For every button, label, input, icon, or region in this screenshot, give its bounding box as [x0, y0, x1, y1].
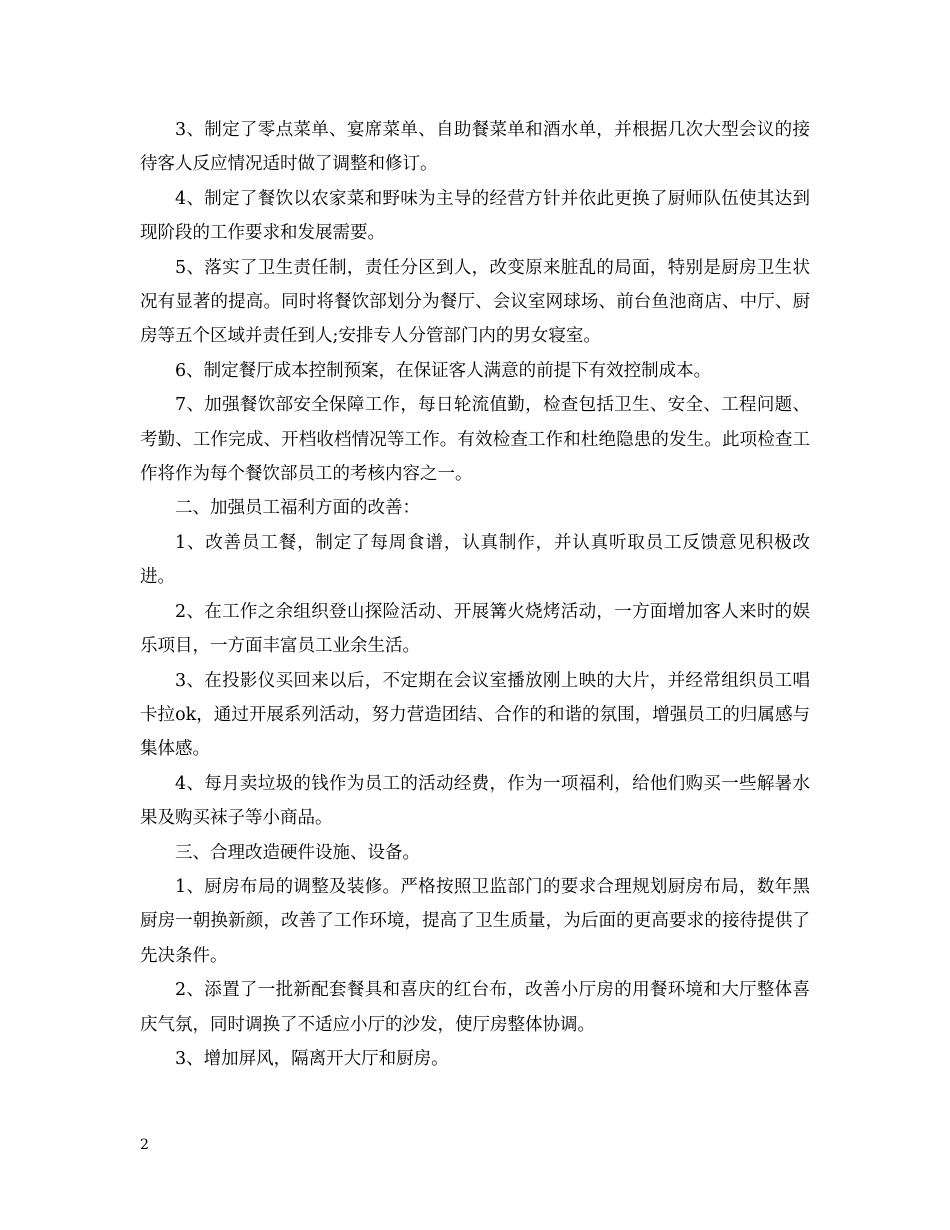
paragraph-facilities-3-screen: 3、增加屏风，隔离开大厅和厨房。 [175, 1048, 449, 1069]
paragraph-item-5-hygiene: 5、落实了卫生责任制，责任分区到人，改变原来脏乱的局面，特别是厨房卫生状况有显著的提高。同时将餐饮部划分为餐厅、会议室网球场、前台鱼池商店、中厅、厨房等五个区域并责任到人;安排专人分管部门内的男女寝室。 [140, 257, 810, 347]
paragraph-welfare-2-activities: 2、在工作之余组织登山探险活动、开展篝火烧烤活动，一方面增加客人来时的娱乐项目，一方面丰富员工业余生活。 [140, 601, 810, 657]
paragraph-welfare-4-funds: 4、每月卖垃圾的钱作为员工的活动经费，作为一项福利，给他们购买一些解暑水果及购买袜子等小商品。 [140, 773, 810, 829]
paragraph-welfare-3-projector: 3、在投影仪买回来以后，不定期在会议室播放刚上映的大片，并经常组织员工唱卡拉ok，通过开展系列活动，努力营造团结、合作的和谐的氛围，增强员工的归属感与集体感。 [140, 670, 810, 760]
paragraph-item-3-menus: 3、制定了零点菜单、宴席菜单、自助餐菜单和酒水单，并根据几次大型会议的接待客人反应情况适时做了调整和修订。 [140, 120, 810, 175]
paragraph-item-6-cost-control: 6、制定餐厅成本控制预案，在保证客人满意的前提下有效控制成本。 [175, 360, 712, 381]
section-heading-staff-welfare: 二、加强员工福利方面的改善： [175, 498, 420, 519]
paragraph-item-7-safety: 7、加强餐饮部安全保障工作，每日轮流值勤，检查包括卫生、安全、工程问题、考勤、工作完成、开档收档情况等工作。有效检查工作和杜绝隐患的发生。此项检查工作将作为每个餐饮部员工的考核内容之一。 [140, 395, 810, 485]
paragraph-facilities-1-kitchen: 1、厨房布局的调整及装修。严格按照卫监部门的要求合理规划厨房布局，数年黑厨房一朝换新颜，改善了工作环境，提高了卫生质量，为后面的更高要求的接待提供了先决条件。 [140, 876, 810, 966]
page-number: 2 [140, 1137, 149, 1153]
document-body [140, 113, 810, 1076]
paragraph-welfare-1-meals: 1、改善员工餐，制定了每周食谱，认真制作，并认真听取员工反馈意见积极改进。 [140, 532, 810, 588]
paragraph-facilities-2-tableware: 2、添置了一批新配套餐具和喜庆的红台布，改善小厅房的用餐环境和大厅整体喜庆气氛，同时调换了不适应小厅的沙发，使厅房整体协调。 [140, 980, 810, 1035]
section-heading-facilities: 三、合理改造硬件设施、设备。 [175, 842, 420, 863]
paragraph-item-4-business-policy: 4、制定了餐饮以农家菜和野味为主导的经营方针并依此更换了厨师队伍使其达到现阶段的工作要求和发展需要。 [140, 188, 810, 244]
